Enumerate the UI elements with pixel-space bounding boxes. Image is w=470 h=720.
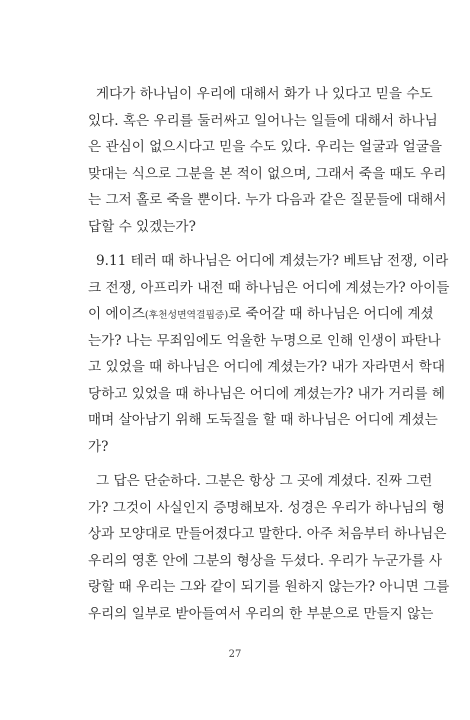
parenthetical-note: (후천성면역결핍증) xyxy=(144,310,229,321)
text-line: 은 관심이 없으시다고 믿을 수도 있다. 우리는 얼굴과 얼굴을 xyxy=(88,139,443,155)
text-line: 있다. 혹은 우리를 둘러싸고 일어나는 일들에 대해서 하나님 xyxy=(88,112,438,129)
text-line: 고 있었을 때 하나님은 어디에 계셨는가? 내가 자라면서 학대 xyxy=(88,359,446,375)
text-line: 가? 그것이 사실인지 증명해보자. 성경은 우리가 하나님의 형 xyxy=(88,499,446,516)
text-line xyxy=(88,301,434,328)
text-segment: 이 에이즈 xyxy=(88,306,145,322)
text-line: 크 전쟁, 아프리카 내전 때 하나님은 어디에 계셨는가? 아이들 xyxy=(88,279,450,296)
paragraph xyxy=(88,468,450,627)
text-line: 상과 모양대로 만들어졌다고 말한다. 아주 처음부터 하나님은 xyxy=(88,526,447,542)
text-line: 게다가 하나님이 우리에 대해서 화가 나 있다고 믿을 수도 xyxy=(96,86,433,102)
paragraph xyxy=(88,248,450,460)
text-line: 매며 살아남기 위해 도둑질을 할 때 하나님은 어디에 계셨는 xyxy=(88,412,438,428)
page-number: 27 xyxy=(228,649,242,660)
text-line: 당하고 있었을 때 하나님은 어디에 계셨는가? 내가 거리를 헤 xyxy=(88,385,446,402)
text-line: 우리의 영혼 안에 그분의 형상을 두셨다. 우리가 누군가를 사 xyxy=(88,552,443,569)
text-line: 그 답은 단순하다. 그분은 항상 그 곳에 계셨다. 진짜 그런 xyxy=(96,473,433,489)
text-segment: 로 죽어갈 때 하나님은 어디에 계셨 xyxy=(228,306,434,322)
text-line: 맞대는 식으로 그분을 본 적이 없으며, 그래서 죽을 때도 우리 xyxy=(88,165,447,182)
text-line: 답할 수 있겠는가? xyxy=(88,218,196,235)
text-line: 는가? 나는 무죄임에도 억울한 누명으로 인해 인생이 파탄나 xyxy=(88,332,441,349)
text-line: 우리의 일부로 받아들여서 우리의 한 부분으로 만들지 않는 xyxy=(88,605,434,622)
text-line: 9.11 테러 때 하나님은 어디에 계셨는가? 베트남 전쟁, 이라 xyxy=(96,253,449,269)
text-line: 랑할 때 우리는 그와 같이 되기를 원하지 않는가? 아니면 그를 xyxy=(88,579,450,595)
text-line: 가? xyxy=(88,438,109,455)
paragraph xyxy=(88,81,447,240)
body-text xyxy=(88,81,450,635)
text-line: 는 그저 홀로 죽을 뿐이다. 누가 다음과 같은 질문들에 대해서 xyxy=(88,192,447,208)
